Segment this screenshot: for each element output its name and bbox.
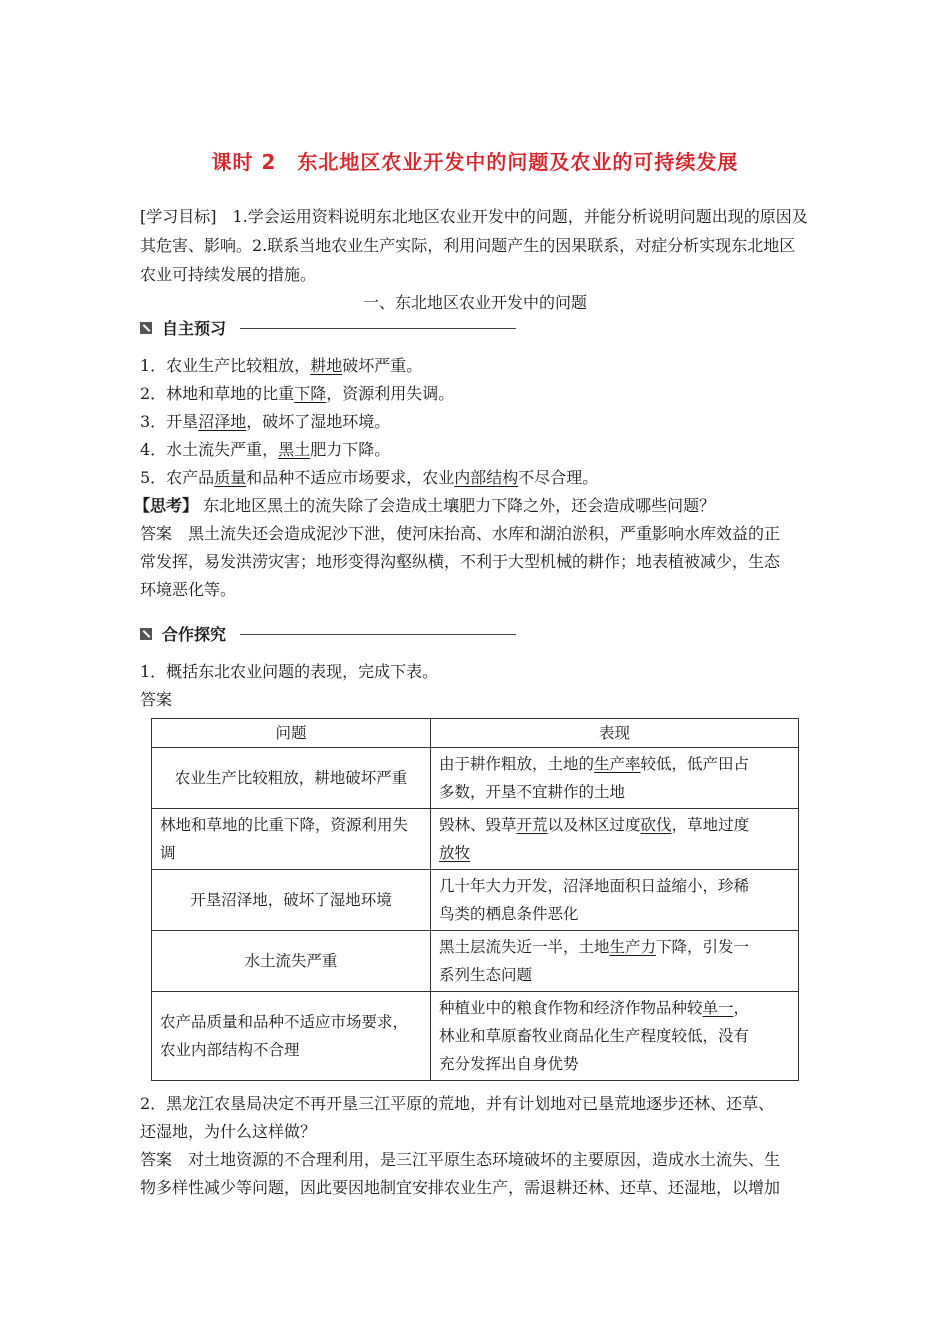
table-cell-problem: 林地和草地的比重下降，资源利用失调 — [152, 809, 431, 870]
section-rule — [240, 327, 516, 329]
think-question — [134, 492, 814, 520]
section-header-preview — [140, 316, 516, 339]
cell-blank: 放牧 — [439, 844, 471, 862]
cell-text: 林业和草原畜牧业商品化生产程度较低，没有 — [439, 1027, 750, 1045]
cell-text: 多数，开垦不宜耕作的土地 — [439, 783, 626, 801]
preview-item-5 — [140, 464, 820, 492]
cell-text: 较低，低产田占 — [640, 755, 750, 773]
table-cell-performance — [431, 748, 799, 809]
table-cell-performance — [431, 931, 799, 992]
preview-item-3 — [140, 408, 820, 436]
think-question-text: 东北地区黑土的流失除了会造成土壤肥力下降之外，还会造成哪些问题？ — [203, 496, 716, 515]
preview-item-4 — [140, 436, 820, 464]
cell-text: 充分发挥出自身优势 — [439, 1055, 579, 1073]
section-marker-icon — [140, 628, 152, 640]
table-row — [152, 748, 799, 809]
answer-text: 对土地资源的不合理利用，是三江平原生态环境破坏的主要原因，造成水土流失、生 — [188, 1150, 781, 1169]
preview-blank: 沼泽地 — [198, 412, 247, 431]
table-cell-problem: 农业生产比较粗放，耕地破坏严重 — [152, 748, 431, 809]
preview-text: 肥力下降。 — [310, 440, 391, 459]
cell-blank: 单一 — [702, 999, 734, 1017]
cell-text: 毁林、毁草 — [439, 816, 517, 834]
problems-table — [151, 718, 799, 1081]
cell-blank: 生产率 — [594, 755, 641, 773]
cell-blank: 开荒 — [516, 816, 548, 834]
table-row — [152, 992, 799, 1081]
think-label: 【思考】 — [134, 496, 199, 515]
preview-blank: 耕地 — [310, 356, 343, 375]
question-1-answer-label: 答案 — [140, 690, 173, 709]
table-header-row — [152, 719, 799, 748]
learning-goals — [140, 202, 810, 289]
think-answer-line-2: 常发挥，易发洪涝灾害；地形变得沟壑纵横，不利于大型机械的耕作；地表植被减少，生态 — [140, 552, 781, 571]
cell-text: 几十年大力开发，沼泽地面积日益缩小，珍稀 — [439, 877, 750, 895]
cell-text: 以及林区过度 — [547, 816, 641, 834]
preview-text: 5．农产品 — [140, 468, 215, 487]
preview-text: 和品种不适应市场要求，农业 — [246, 468, 455, 487]
cell-text: 黑土层流失近一半，土地 — [439, 938, 610, 956]
answer-text: 黑土流失还会造成泥沙下泄，使河床抬高、水库和湖泊淤积，严重影响水库效益的正 — [188, 524, 781, 543]
page-title: 课时 2 东北地区农业开发中的问题及农业的可持续发展 — [211, 150, 739, 174]
table-cell-problem: 水土流失严重 — [152, 931, 431, 992]
preview-blank: 质量 — [214, 468, 247, 487]
section-title: 合作探究 — [162, 625, 227, 644]
preview-blank: 下降 — [294, 384, 327, 403]
table-header: 表现 — [431, 719, 799, 748]
table-row — [152, 809, 799, 870]
preview-text: 4．水土流失严重， — [140, 440, 279, 459]
answer-label: 答案 — [140, 1150, 173, 1169]
preview-item-1 — [140, 352, 820, 380]
question-2-answer-line-1 — [140, 1146, 820, 1174]
goal-label: [学习目标] — [140, 207, 217, 226]
goal-text: 1.学会运用资料说明东北地区农业开发中的问题，并能分析说明问题出现的原因及其危害、影响。2.联系当地农业生产实际，利用问题产生的因果联系，对症分析实现东北地区农业可持续发展的措施。 — [140, 207, 808, 284]
cell-text: 鸟类的栖息条件恶化 — [439, 905, 579, 923]
section-rule — [240, 633, 516, 635]
cell-text: ， — [733, 999, 750, 1017]
preview-text: 3．开垦 — [140, 412, 199, 431]
preview-blank: 黑土 — [278, 440, 311, 459]
table-row — [152, 870, 799, 931]
preview-text: ，资源利用失调。 — [326, 384, 455, 403]
table-cell-performance — [431, 870, 799, 931]
preview-text: 破坏严重。 — [342, 356, 423, 375]
table-row — [152, 931, 799, 992]
cell-blank: 砍伐 — [640, 816, 672, 834]
section-title: 自主预习 — [162, 319, 227, 338]
question-1: 1．概括东北农业问题的表现，完成下表。 — [140, 662, 439, 681]
think-answer-line-1 — [140, 520, 820, 548]
section-marker-icon — [140, 322, 152, 334]
preview-text: 1．农业生产比较粗放， — [140, 356, 311, 375]
cell-text: 系列生态问题 — [439, 966, 533, 984]
table-cell-problem: 农产品质量和品种不适应市场要求，农业内部结构不合理 — [152, 992, 431, 1081]
preview-text: 不尽合理。 — [518, 468, 599, 487]
table-cell-performance — [431, 809, 799, 870]
answer-label: 答案 — [140, 524, 173, 543]
table-cell-problem: 开垦沼泽地，破坏了湿地环境 — [152, 870, 431, 931]
table-cell-performance — [431, 992, 799, 1081]
cell-text: 种植业中的粮食作物和经济作物品种较 — [439, 999, 703, 1017]
preview-text: 2．林地和草地的比重 — [140, 384, 295, 403]
cell-text: 下降，引发一 — [656, 938, 750, 956]
cell-text: 由于耕作粗放，土地的 — [439, 755, 595, 773]
question-2-line-2: 还湿地，为什么这样做？ — [140, 1122, 317, 1141]
preview-text: ，破坏了湿地环境。 — [246, 412, 391, 431]
question-2-answer-line-2: 物多样性减少等问题，因此要因地制宜安排农业生产，需退耕还林、还草、还湿地，以增加 — [140, 1178, 781, 1197]
part-heading: 一、东北地区农业开发中的问题 — [362, 293, 587, 312]
section-header-explore — [140, 622, 516, 645]
preview-blank: 内部结构 — [454, 468, 519, 487]
question-2-line-1: 2．黑龙江农垦局决定不再开垦三江平原的荒地，并有计划地对已垦荒地逐步还林、还草、 — [140, 1094, 775, 1113]
cell-blank: 生产力 — [609, 938, 657, 956]
think-answer-line-3: 环境恶化等。 — [140, 580, 237, 599]
preview-item-2 — [140, 380, 820, 408]
table-header: 问题 — [152, 719, 431, 748]
cell-text: ，草地过度 — [671, 816, 750, 834]
